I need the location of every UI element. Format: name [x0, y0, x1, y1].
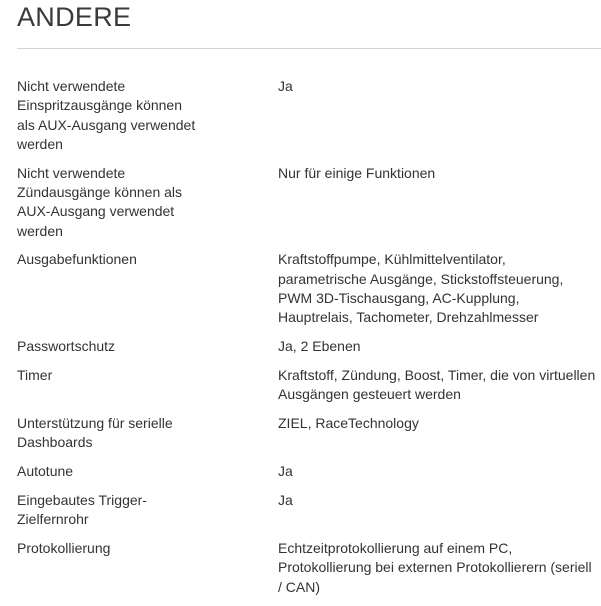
- spec-label: Nicht verwendete Zündausgänge können als AUX-Ausgang verwendet werden: [17, 164, 183, 239]
- spec-value: ZIEL, RaceTechnology: [278, 414, 419, 431]
- spec-value: Ja, 2 Ebenen: [278, 338, 361, 355]
- spec-label: Nicht verwendete Einspritzausgänge können als AUX-Ausgang verwendet werden: [17, 78, 196, 152]
- spec-row: [17, 250, 601, 327]
- spec-value: Ja: [278, 78, 293, 94]
- spec-row: [17, 337, 601, 356]
- spec-row: [17, 491, 601, 530]
- spec-value: Nur für einige Funktionen: [278, 164, 436, 181]
- spec-value: Echtzeitprotokollierung auf einem PC, Protokollierung bei externen Protokollierern (seriell / CAN): [278, 539, 592, 595]
- spec-value: Ja: [278, 491, 293, 508]
- spec-row: [17, 77, 601, 154]
- section-title: ANDERE: [17, 2, 132, 32]
- spec-list: [17, 77, 601, 606]
- spec-value: Kraftstoffpumpe, Kühlmittelventilator, parametrische Ausgänge, Stickstoffsteuerung, PWM 3D-Tischausgang, AC-Kupplung, Hauptrelais, Tachometer, Drehzahlmesser: [278, 251, 564, 326]
- spec-row: [17, 462, 601, 481]
- spec-row: [17, 539, 601, 597]
- spec-label: Eingebautes Trigger-Zielfernrohr: [17, 491, 147, 528]
- spec-row: [17, 414, 601, 453]
- spec-value: Ja: [278, 463, 293, 480]
- spec-label: Timer: [17, 366, 53, 383]
- spec-label: Unterstützung für serielle Dashboards: [17, 414, 173, 451]
- spec-row: [17, 164, 601, 241]
- spec-label: Passwortschutz: [17, 338, 116, 355]
- spec-label: Autotune: [17, 463, 74, 480]
- section-divider: [17, 48, 601, 49]
- spec-label: Protokollierung: [17, 539, 111, 556]
- spec-value: Kraftstoff, Zündung, Boost, Timer, die von virtuellen Ausgängen gesteuert werden: [278, 366, 596, 403]
- spec-label: Ausgabefunktionen: [17, 251, 137, 268]
- spec-row: [17, 366, 601, 405]
